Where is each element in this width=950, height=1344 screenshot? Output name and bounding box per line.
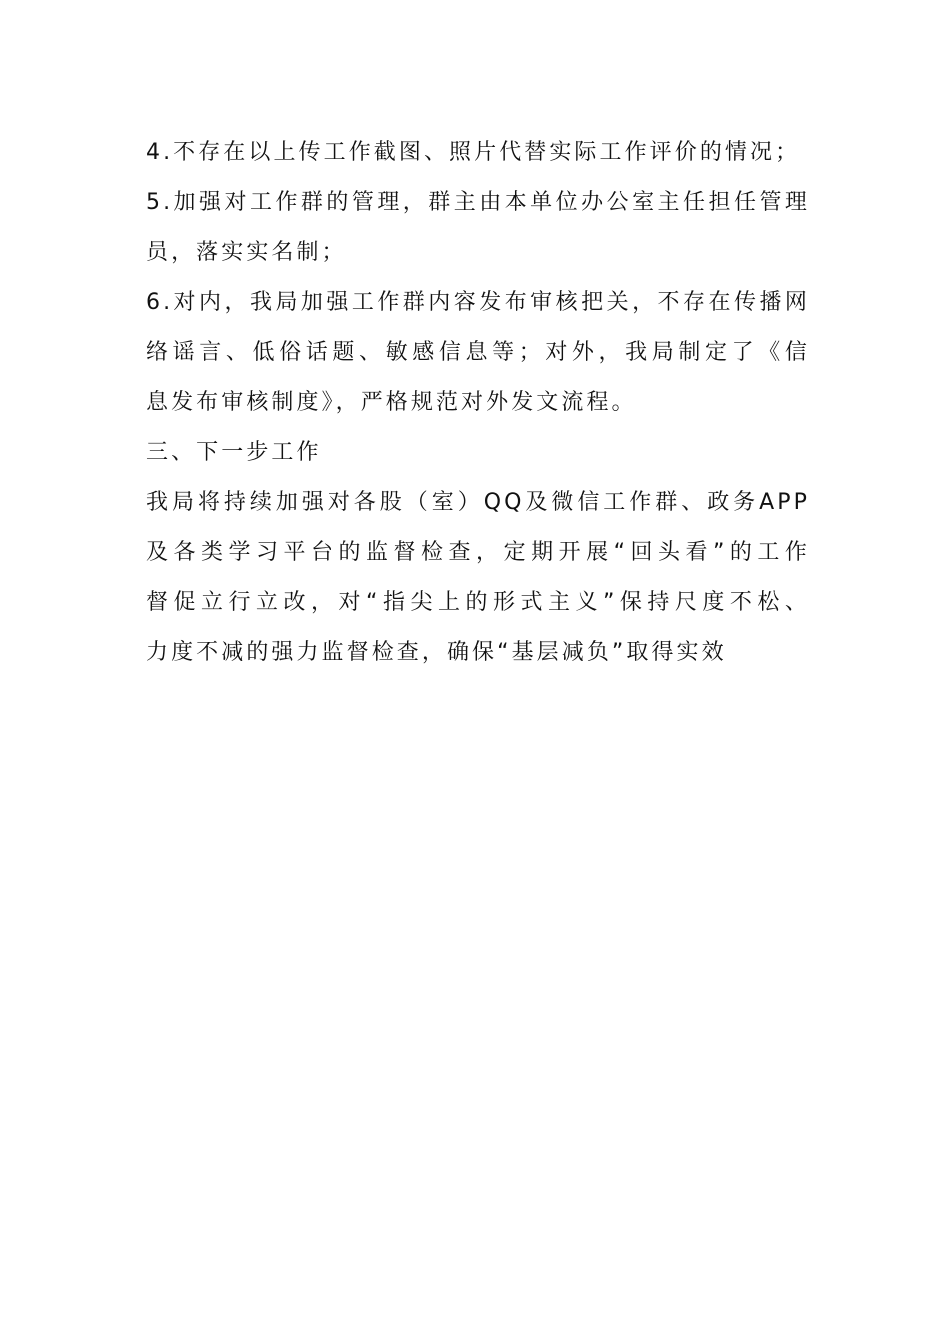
- item-6-line-2: 络谣言、低俗话题、敏感信息等；对外，我局制定了《信: [146, 340, 810, 365]
- item-6-line-1: 6.对内，我局加强工作群内容发布审核把关，不存在传播网: [146, 290, 810, 315]
- item-6-line-3: 息发布审核制度》，严格规范对外发文流程。: [146, 390, 637, 415]
- section-heading-next-steps: 三、下一步工作: [146, 440, 322, 465]
- next-steps-line-3: 督促立行立改，对“指尖上的形式主义”保持尺度不松、: [146, 590, 810, 615]
- next-steps-line-2: 及各类学习平台的监督检查，定期开展“回头看”的工作: [146, 540, 810, 565]
- item-5-line-1: 5.加强对工作群的管理，群主由本单位办公室主任担任管理: [146, 190, 810, 215]
- document-body: [146, 128, 810, 678]
- item-4-line-1: 4.不存在以上传工作截图、照片代替实际工作评价的情况；: [146, 140, 801, 165]
- item-5-line-2: 员，落实实名制；: [146, 240, 347, 265]
- next-steps-line-4: 力度不减的强力监督检查，确保“基层减负”取得实效: [146, 640, 727, 665]
- next-steps-line-1: 我局将持续加强对各股（室）QQ及微信工作群、政务APP: [146, 490, 810, 515]
